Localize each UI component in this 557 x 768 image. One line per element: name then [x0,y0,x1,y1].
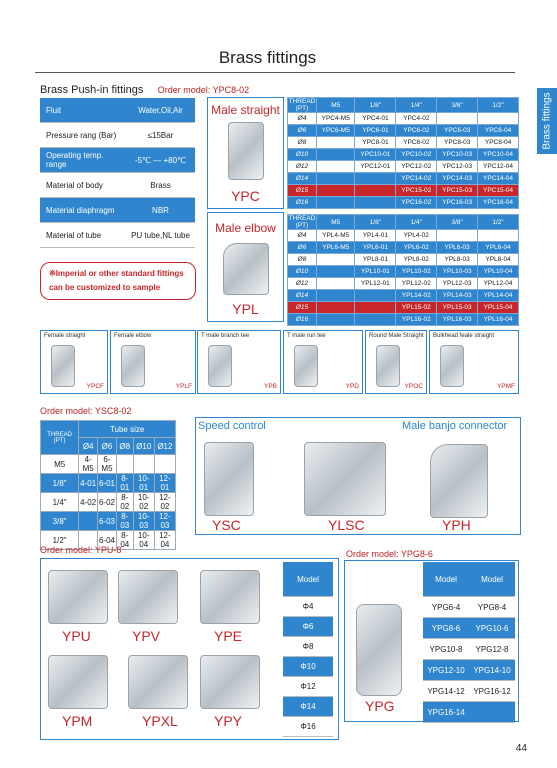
ypc-cell: YPC15-04 [478,185,519,197]
property-label: Fluit [40,98,126,123]
ypg-row [423,597,515,618]
ypc-cell: YPC16-04 [478,197,519,209]
tube-cell: 10-01 [133,474,154,493]
yph-code: YPH [442,517,471,533]
ypc-cell: YPC6-03 [437,125,478,137]
tube-cell: 6-01 [98,474,117,493]
ypl-cell: YPL8-02 [396,254,437,266]
ypl-row [288,230,519,242]
ypg-cell: YPG14-12 [423,681,469,702]
ypu-model-row [283,597,333,617]
ypl-cell [355,314,396,326]
ypl-cell: YPL10-02 [396,266,437,278]
properties-table [40,98,195,248]
ypc-cell [355,185,396,197]
ypc-cell: YPC4-01 [355,113,396,125]
ypc-diameter: Ø14 [288,173,317,185]
ypc-cell: YPC16-03 [437,197,478,209]
tube-thread: 3/8" [41,512,79,531]
tube-diameter: Ø10 [133,438,154,455]
ypu-model-row [283,697,333,717]
tube-diameter: Ø12 [154,438,175,455]
ypu-product-image [200,655,260,709]
property-value: PU tube,NL tube [126,223,195,248]
ypg-cell [469,702,515,723]
ypg-cell: YPG6-4 [423,597,469,618]
ypc-cell [317,149,355,161]
ypc-header-cell: 3/8" [437,98,478,113]
ypl-cell [355,290,396,302]
male-straight-name: Male straight [211,103,280,117]
ypc-cell: YPC14-04 [478,173,519,185]
ypg-code: YPG [365,698,395,714]
ypl-cell [317,302,355,314]
tube-cell: 10-02 [133,493,154,512]
ypl-cell [478,230,519,242]
ypc-cell: YPC10-03 [437,149,478,161]
ypu-product-code: YPU [62,628,91,644]
ypl-diameter: Ø10 [288,266,317,278]
tube-row [41,474,176,493]
tube-thread: 1/8" [41,474,79,493]
tube-cell: 8-04 [116,531,133,550]
ypu-product-code: YPXL [142,713,178,729]
tube-cell [133,455,154,474]
small-card [197,330,281,394]
ypg-row [423,702,515,723]
tube-cell: 6-M5 [98,455,117,474]
ypc-header-cell: THREAD (PT) [288,98,316,112]
ypg-cell: YPG8-6 [423,618,469,639]
ypl-row [288,242,519,254]
ysc-order-model: Order model: YSC8-02 [40,406,132,416]
property-row [40,148,195,173]
ypg-cell: YPG14-10 [469,660,515,681]
small-card-image [208,345,232,387]
ypl-cell: YPL14-03 [437,290,478,302]
ypc-header-cell: M5 [317,98,355,113]
ypc-diameter: Ø15 [288,185,317,197]
ysc-image [204,442,254,516]
ypc-cell: YPC12-01 [355,161,396,173]
tube-cell: 12-02 [154,493,175,512]
ypc-cell: YPC10-04 [478,149,519,161]
ypu-product-image [118,570,178,624]
ypu-product-image [200,570,260,624]
ypl-cell: YPL4-M5 [317,230,355,242]
ypc-cell: YPC6-01 [355,125,396,137]
ypc-cell: YPC14-03 [437,173,478,185]
male-straight-card [207,97,284,209]
ypc-cell: YPC12-04 [478,161,519,173]
ypu-model-row [283,717,333,737]
ysc-code: YSC [212,517,241,533]
ypc-cell: YPC15-03 [437,185,478,197]
small-card-label: Round Male Straight [369,333,424,339]
property-label: Pressure rang (Bar) [40,123,126,148]
property-row [40,223,195,248]
ypu-model-cell: Φ8 [283,637,333,657]
tube-cell: 4-01 [79,474,98,493]
ypu-product-code: YPE [214,628,243,644]
ypu-model-row [283,617,333,637]
ypl-header-cell: 1/4" [396,215,437,230]
ypc-cell: YPC4-02 [396,113,437,125]
ypg-image [356,604,402,696]
small-card [365,330,427,394]
tube-diameter: Ø4 [79,438,98,455]
ypg-row [423,681,515,702]
ypc-header-cell: 1/8" [355,98,396,113]
ypl-cell: YPL14-02 [396,290,437,302]
ypl-cell [317,254,355,266]
ypl-cell: YPL15-02 [396,302,437,314]
ypc-row [288,185,519,197]
property-value: Water,Oil,Air [126,98,195,123]
ypl-header-cell: 1/2" [478,215,519,230]
pushin-title: Brass Push-in fittings [40,84,144,96]
property-value: ≤15Bar [126,123,195,148]
ypl-header-cell: M5 [317,215,355,230]
tube-size-header: Tube size [79,421,176,438]
ypc-diameter: Ø16 [288,197,317,209]
small-card-code: YPLF [175,383,192,390]
ypl-thread-table [287,214,519,326]
ypc-row [288,197,519,209]
ypl-cell: YPL12-03 [437,278,478,290]
property-label: Material of tube [40,223,126,248]
ypl-cell [317,314,355,326]
ypc-cell: YPC6-M5 [317,125,355,137]
custom-note: ※Imperial or other standard fittings can be customized to sample [40,262,196,300]
tube-cell [154,455,175,474]
tube-diameter: Ø8 [116,438,133,455]
ypg-cell: YPG16-12 [469,681,515,702]
tube-cell: 6-03 [98,512,117,531]
tube-cell: 10-04 [133,531,154,550]
tube-size-table [40,420,176,550]
ypl-diameter: Ø8 [288,254,317,266]
ypl-diameter: Ø16 [288,314,317,326]
tube-cell: 4-M5 [79,455,98,474]
ypu-product-image [48,570,108,624]
page-number: 44 [515,743,527,754]
ypl-cell: YPL12-02 [396,278,437,290]
tube-thread: M5 [41,455,79,474]
property-row [40,198,195,223]
ypc-thread-table [287,97,519,209]
ypl-cell: YPL16-04 [478,314,519,326]
ypl-cell: YPL8-01 [355,254,396,266]
ypl-diameter: Ø6 [288,242,317,254]
tube-cell: 8-02 [116,493,133,512]
ypc-header-cell: 1/4" [396,98,437,113]
property-label: Material diaphragm [40,198,126,223]
ypu-product-code: YPM [62,713,93,729]
tube-thread: 1/2" [41,531,79,550]
ypg-cell: YPG16-14 [423,702,469,723]
ypg-header-cell: Model [469,562,515,597]
ypl-cell [355,302,396,314]
ypu-model-row [283,637,333,657]
ypc-cell: YPC15-02 [396,185,437,197]
ypc-header-cell: 1/2" [478,98,519,113]
ypu-product-code: YPV [132,628,161,644]
property-row [40,123,195,148]
ypu-product-image [128,655,188,709]
speed-control-title: Speed control [198,420,266,432]
small-card-label: Bulkhead feale straight [433,333,495,339]
ypl-cell: YPL6-04 [478,242,519,254]
ypu-model-cell: Φ12 [283,677,333,697]
male-straight-image [228,122,264,180]
ypg-order-model: Order model: YPG8-6 [346,549,433,559]
male-elbow-code: YPL [232,301,259,317]
ypc-cell: YPC10-01 [355,149,396,161]
small-card [429,330,519,394]
small-card-label: Female straight [44,333,86,339]
ypc-cell: YPC14-02 [396,173,437,185]
small-card-image [440,345,464,387]
property-value: Brass [126,173,195,198]
ypc-diameter: Ø8 [288,137,317,149]
ypc-cell: YPC12-03 [437,161,478,173]
ypc-cell: YPC12-02 [396,161,437,173]
pushin-heading [40,80,249,98]
ypl-header-cell: 1/8" [355,215,396,230]
tube-row [41,493,176,512]
tube-row [41,455,176,474]
ypl-cell [317,290,355,302]
ypu-model-header: Model [283,562,333,597]
ypl-cell: YPL10-03 [437,266,478,278]
ypu-model-row [283,677,333,697]
ypl-cell: YPL10-04 [478,266,519,278]
ypu-order-model: Order model: YPU-8 [40,545,122,555]
ypc-cell: YPC6-02 [396,125,437,137]
ypl-header-cell: 3/8" [437,215,478,230]
ypc-row [288,173,519,185]
tube-cell: 10-03 [133,512,154,531]
ylsc-image [304,442,386,516]
tube-cell: 8-03 [116,512,133,531]
small-card-image [294,345,318,387]
tube-thread: 1/4" [41,493,79,512]
ypc-diameter: Ø10 [288,149,317,161]
side-tab [537,88,557,154]
ypc-cell [317,161,355,173]
tube-row [41,512,176,531]
male-elbow-image [223,243,269,295]
ypg-cell: YPG10-8 [423,639,469,660]
ypl-row [288,302,519,314]
ypl-cell: YPL4-01 [355,230,396,242]
tube-cell [79,512,98,531]
small-card [40,330,108,394]
small-card-label: T male branch tee [201,333,250,339]
small-card-code: YPB [263,383,277,390]
property-row [40,173,195,198]
small-card-image [376,345,400,387]
tube-cell [116,455,133,474]
ypc-cell: YPC10-02 [396,149,437,161]
ypg-cell: YPG8-4 [469,597,515,618]
tube-cell: 6-04 [98,531,117,550]
ypl-cell: YPL12-04 [478,278,519,290]
tube-thread-header: THREAD (PT) [41,421,79,455]
ypc-row [288,149,519,161]
property-value: -5℃ — +80℃ [126,148,195,173]
ypl-cell: YPL12-01 [355,278,396,290]
ypl-diameter: Ø4 [288,230,317,242]
small-card [110,330,196,394]
tube-cell: 12-03 [154,512,175,531]
ypc-diameter: Ø12 [288,161,317,173]
ypg-cell: YPG10-6 [469,618,515,639]
small-card-code: YPOC [404,383,423,390]
ypu-model-row [283,657,333,677]
small-card [283,330,363,394]
ypu-model-cell: Φ6 [283,617,333,637]
ypc-row [288,137,519,149]
ypl-cell [317,266,355,278]
ypl-cell: YPL15-03 [437,302,478,314]
ypc-cell [317,185,355,197]
ypc-cell [355,173,396,185]
ypl-row [288,278,519,290]
ypl-cell: YPL6-03 [437,242,478,254]
property-value: NBR [126,198,195,223]
property-label: Operating temp. range [40,148,126,173]
ypc-row [288,125,519,137]
ypc-cell: YPC4-M5 [317,113,355,125]
ypg-cell: YPG12-10 [423,660,469,681]
ypl-row [288,254,519,266]
ypg-header-cell: Model [423,562,469,597]
ypl-cell: YPL8-04 [478,254,519,266]
ypl-cell: YPL8-03 [437,254,478,266]
ypu-model-table [283,562,333,737]
ypc-cell: YPC8-02 [396,137,437,149]
ypu-model-cell: Φ10 [283,657,333,677]
property-row [40,98,195,123]
ypg-cell: YPG12-8 [469,639,515,660]
ypc-cell: YPC8-01 [355,137,396,149]
male-elbow-card [207,212,284,322]
ypu-model-cell: Φ4 [283,597,333,617]
ypg-row [423,660,515,681]
male-elbow-name: Male elbow [215,221,276,235]
ypl-cell: YPL16-02 [396,314,437,326]
ypc-cell [355,197,396,209]
small-card-code: YPMF [496,383,515,390]
ypu-product-code: YPY [214,713,243,729]
title-rule [35,72,515,73]
ypl-cell [437,230,478,242]
ypl-diameter: Ø12 [288,278,317,290]
small-card-code: YPCF [86,383,104,390]
ypc-cell: YPC6-04 [478,125,519,137]
tube-cell: 12-04 [154,531,175,550]
yph-image [430,444,488,518]
ypg-model-table [423,562,515,723]
ypl-cell: YPL14-04 [478,290,519,302]
ypu-model-cell: Φ14 [283,697,333,717]
pushin-order-model: Order model: YPC8-02 [157,85,250,95]
small-card-label: Female elbow [114,333,152,339]
ypc-diameter: Ø4 [288,113,317,125]
tube-cell: 12-01 [154,474,175,493]
ylsc-code: YLSC [328,517,365,533]
ypl-cell: YPL15-04 [478,302,519,314]
ypl-cell: YPL6-01 [355,242,396,254]
ypl-cell: YPL6-M5 [317,242,355,254]
small-card-image [121,345,145,387]
male-banjo-title: Male banjo connector [402,420,508,432]
ypc-row [288,161,519,173]
ypl-cell: YPL6-02 [396,242,437,254]
ypc-cell: YPC8-03 [437,137,478,149]
ypc-cell [317,173,355,185]
ypc-cell [478,113,519,125]
ypl-diameter: Ø14 [288,290,317,302]
tube-cell: 8-01 [116,474,133,493]
ypl-row [288,290,519,302]
ypc-cell [437,113,478,125]
ypl-cell: YPL4-02 [396,230,437,242]
ypl-cell [317,278,355,290]
small-card-code: YPD [345,383,359,390]
ypl-cell: YPL16-03 [437,314,478,326]
ypc-cell: YPC16-02 [396,197,437,209]
tube-header-row [41,421,176,438]
ypc-cell [317,197,355,209]
ypl-header-cell: THREAD (PT) [288,215,316,229]
property-label: Material of body [40,173,126,198]
tube-cell: 4-02 [79,493,98,512]
ypu-product-image [48,655,108,709]
ypl-row [288,314,519,326]
small-card-image [51,345,75,387]
ypc-cell: YPC8-04 [478,137,519,149]
side-tab-label: Brass fittings [541,92,553,150]
ypg-row [423,639,515,660]
small-card-label: T male run tee [287,333,326,339]
ypc-row [288,113,519,125]
tube-diameter: Ø6 [98,438,117,455]
ypg-row [423,618,515,639]
ypc-cell [317,137,355,149]
ypu-model-cell: Φ16 [283,717,333,737]
page-title: Brass fittings [218,48,317,67]
male-straight-code: YPC [231,188,260,204]
ypl-row [288,266,519,278]
ypl-diameter: Ø15 [288,302,317,314]
ypl-cell: YPL10-01 [355,266,396,278]
tube-cell: 6-02 [98,493,117,512]
ypc-diameter: Ø6 [288,125,317,137]
